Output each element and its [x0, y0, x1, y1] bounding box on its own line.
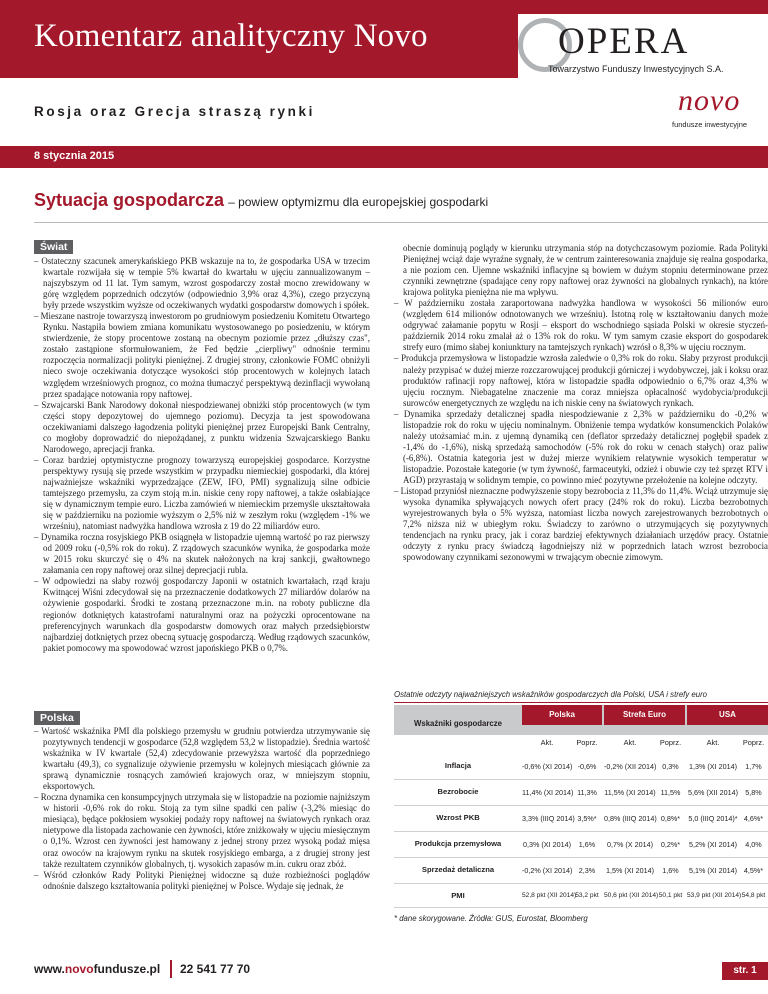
section-title [34, 190, 488, 211]
table-cell: 0,8%* [660, 814, 681, 823]
table-cell: 4,0% [745, 840, 762, 849]
swiat-item: – Coraz bardziej optymistyczne prognozy towarzyszą europejskiej gospodarce. Korzystne perspektywy rysują się przede wszystkim w przypadku niemieckiej gospodarki, dla której najważniejsze wskaźniki wyprzedzające (ZEW, IFO, PMI) sygnalizują silne odbicie tamtejszego przemysłu, za czym stoją m.in. niskie ceny ropy naftowej, a także osłabiające się w dynamicznym tempie euro. Liczba zamówień w niemieckim przemyśle ukształtowała się w październiku na poziomie wyższym o 2,5% niż w zeszłym roku (względem -1% we wrześniu), natomiast nadwyżka handlowa wzrosła z 19 do 22 miliardów euro. [34, 454, 370, 532]
right-item: – W październiku została zaraportowana nadwyżka handlowa w wysokości 56 milionów euro (względem 614 milionów odnotowanych we wrześniu). Istotną rolę w kształtowaniu danych może odgrywać załamanie popytu w Rosji – eksport do wschodniego sąsiada Polski w okresie styczeń-październik 2014 roku zmalał aż o 13% rok do roku. W tym samym czasie eksport do gospodarek strefy euro (mimo słabej koniunktury na tamtejszych rynkach) wzrósł o 8,3% w ujęciu rocznym. [394, 298, 768, 353]
swiat-item: – Dynamika roczna rosyjskiego PKB osiągnęła w listopadzie ujemną wartość po raz pierwszy od 2009 roku (-0,5% rok do roku). Z rządowych szacunków wynika, że gospodarka może w 2015 roku skurczyć się o 4% na skutek nałożonych na kraj sankcji, gwałtownego załamania cen ropy naftowej oraz silnej deprecjacji rubla. [34, 532, 370, 576]
table-title: Ostatnie odczyty najważniejszych wskaźników gospodarczych dla Polski, USA i strefy euro [394, 690, 708, 699]
tag-swiat: Świat [34, 240, 73, 254]
table-cell: 53,2 pkt [575, 892, 599, 899]
table-cell: 5,2% (XI 2014) [689, 840, 737, 849]
section-title-sub: – powiew optymizmu dla europejskiej gospodarki [228, 195, 489, 209]
table-region-euro: Strefa Euro [604, 705, 685, 725]
table-cell: 1,6% [578, 840, 596, 849]
right-continuation: obecnie dominują poglądy w kierunku utrzymania stóp na dotychczasowym poziomie. Rada Polityki Pieniężnej wciąż daje wyraźne sygnały, że w centrum zainteresowania znajduje się realna gospodarka, a nie poziom cen. Ujemne wskaźniki inflacyjne są bowiem w dużym stopniu determinowane przez czynniki zewnętrzne (spadające ceny ropy naftowej oraz żywności na globalnych rynkach), na które krajowa polityka pieniężna nie ma wpływu. [403, 243, 768, 298]
table-cell: 2,3% [578, 866, 596, 875]
table-cell: 0,7% (X 2014) [607, 840, 653, 849]
table-subheader: Poprz. [742, 738, 765, 747]
table-cell: -0,2% (XII 2014) [604, 762, 657, 771]
table-cell: 11,4% (XI 2014) [522, 788, 574, 797]
table-cell: -0,2% (XI 2014) [522, 866, 573, 875]
table-row-label: Inflacja [444, 761, 472, 770]
swiat-item: – W odpowiedzi na słaby rozwój gospodarczy Japonii w ostatnich kwartałach, rząd kraju Kwitnącej Wiśni zdecydował się na przeznaczenie dodatkowych 27 miliardów dolarów na ożywienie gospodarki. Środki te zostaną przeznaczone m.in. na roboty publiczne dla regionów dotkniętych katastrofami naturalnymi oraz na pożyczki oprocentowane na preferencyjnych warunkach dla gospodarstw domowych oraz małych przedsiębiorstw najbardziej dotkniętych przez obecną sytuację gospodarczą. Według rządowych szacunków, pakiet pomocowy ma spowodować wzrost japońskiego PKB o 0,7%. [34, 576, 370, 653]
table-cell: 54,8 pkt [741, 892, 766, 899]
section-title-main: Sytuacja gospodarcza [34, 190, 225, 210]
table-row-divider [394, 907, 768, 908]
novo-logo-word: novo [678, 84, 741, 117]
swiat-item: – Mieszane nastroje towarzyszą inwestorom po grudniowym posiedzeniu Komitetu Otwartego Rynku. Nastąpiła bowiem zmiana komunikatu wystosowanego po posiedzeniu, w którym stwierdzenie, że stopy procentowe zostaną na obecnym poziomie przez „dłuższy czas", zostało zastąpione sformułowaniem, że Fed będzie „cierpliwy" odnośnie terminu rozpoczęcia normalizacji polityki pieniężnej. Z drugiej strony, członkowie FOMC obniżyli nieco swoje oczekiwania dotyczące wysokości stóp procentowych w kolejnych latach względem wrześniowych prognoz, co można tłumaczyć perspektywą dezinflacji wywołaną przez spadające notowania ropy naftowej. [34, 311, 370, 399]
right-item: – Listopad przyniósł nieznaczne podwyższenie stopy bezrobocia z 11,3% do 11,4%. Wciąż utrzymuje się wysoka dynamika spływających nowych ofert pracy (24% rok do roku). Liczba bezrobotnych wyrejestrowanych była o 5% wyższa, natomiast liczba nowych zarejestrowanych bezrobotnych o 7,2% niższa niż w ubiegłym roku. Świadczy to zarówno o utrzymujących się pozytywnych tendencjach na rynku pracy, jak i coraz bardziej efektywnych działaniach urzędów pracy. Ostatnie odczyty z rynku pracy świadczą łagodniejszy niż w poprzednich latach wzrost bezrobocia spowodowany czynnikami sezonowymi w trwającym obecnie zimowym. [394, 486, 768, 563]
swiat-column [34, 256, 370, 654]
table-cell: 11,5% [660, 788, 681, 797]
table-region-polska: Polska [522, 705, 602, 725]
report-title-main: Komentarz analityczny [34, 18, 346, 54]
table-cell: 50,6 pkt (XII 2014) [604, 892, 659, 899]
date-band [0, 146, 768, 168]
table-cell: 0,3% (XI 2014) [523, 840, 571, 849]
table-cell: 1,7% [745, 762, 762, 771]
table-row-divider [394, 883, 768, 884]
table-cell: 4,6%* [743, 814, 764, 823]
footer-website[interactable] [34, 962, 160, 976]
polska-item: – Roczna dynamika cen konsumpcyjnych utrzymała się w listopadzie na poziomie najniższym w historii -0,6% rok do roku. Stoją za tym silne spadki cen paliw (-3,2% miesiąc do miesiąca), będące pokłosiem wysokiej podaży ropy naftowej na światowych rynkach oraz nietypowe dla listopada zachowanie cen żywności, które zniżkowały w ujęciu miesięcznym o 0,1%. Wzrost cen żywności jest hamowany z jednej strony przez wysoką podaż mięsa oraz owoców na krajowym rynku na skutek rosyjskiego embarga, a z drugiej strony jest także rezultatem czynników globalnych, tj. wysokich zapasów m.in. cukru oraz zbóż. [34, 792, 370, 869]
table-cell: 1,3% (XI 2014) [689, 762, 737, 771]
table-cell: 5,6% (XII 2014) [688, 788, 738, 797]
footer-web-prefix: www. [34, 962, 65, 976]
table-cell: 3,5%* [577, 814, 597, 823]
table-cell: 3,3% (IIIQ 2014) [522, 814, 575, 823]
right-item: – Dynamika sprzedaży detalicznej spadła niespodziewanie z 2,3% w październiku do -0,2% w listopadzie rok do roku w ujęciu nominalnym. Obniżenie tempa wydatków konsumenckich Polaków należy utożsamiać m.in. z ujemną dynamiką cen (deflator sprzedaży detalicznej pogłębił spadek z -1,4% do -1,6%), niską sprzedażą samochodów (-5% rok do roku w cenach stałych) oraz paliw (-6,8%). Ostatnia kategoria jest w dużej mierze wynikiem relatywnie wysokich temperatur w listopadzie. Pozostałe kategorie (w tym żywność, farmaceutyki, odzież i obuwie czy też sprzęt RTV i AGD) przyrastają w solidnym tempie, co powinno mieć pozytywne przełożenie na kolejne odczyty. [394, 408, 768, 485]
polska-item: – Wśród członków Rady Polityki Pieniężnej widoczne są duże rozbieżności poglądów odnośnie dalszego kształtowania polityki pieniężnej w Polsce. Wydaje się jednak, że [34, 869, 370, 891]
table-cell: 1,6% [662, 866, 679, 875]
table-row-divider [394, 857, 768, 858]
table-cell: 5,1% (XI 2014) [689, 866, 737, 875]
table-row-divider [394, 831, 768, 832]
opera-logo-subtitle: Towarzystwo Funduszy Inwestycyjnych S.A. [548, 64, 724, 74]
tag-polska: Polska [34, 711, 80, 725]
footer-phone: 22 541 77 70 [180, 962, 251, 976]
table-cell: 1,5% (XI 2014) [606, 866, 654, 875]
page-number: str. 1 [722, 962, 768, 980]
report-subtitle: Rosja oraz Grecja straszą rynki [34, 104, 315, 119]
polska-column [34, 726, 370, 892]
table-row-label: Produkcja przemysłowa [414, 839, 502, 848]
opera-logo [518, 14, 768, 78]
table-subheader: Akt. [706, 738, 720, 747]
table-cell: 0,8% (IIIQ 2014) [604, 814, 657, 823]
table-cell: -0,6% [577, 762, 597, 771]
table-row-divider [394, 805, 768, 806]
table-cell: 0,3% [662, 762, 679, 771]
table-row-label: Bezrobocie [437, 787, 479, 796]
report-title [34, 18, 428, 55]
table-row-label: PMI [451, 891, 465, 900]
table-subheader: Poprz. [576, 738, 598, 747]
table-label-header: Wskaźniki gospodarcze [414, 719, 502, 728]
table-cell: 5,0 (IIIQ 2014)* [688, 814, 738, 823]
polska-item: – Wartość wskaźnika PMI dla polskiego przemysłu w grudniu potwierdza utrzymywanie się pozytywnych tendencji w gospodarce (52,8 względem 53,2 w listopadzie). Średnia wartość wskaźnika w IV kwartale (52,4) zdecydowanie przewyższa wartość dla poprzedniego kwartału (49,3), co sygnalizuje ożywienie przemysłu w kolejnych miesiącach głównie za sprawą dynamicznie rosnących zamówień krajowych oraz, w mniejszym stopniu, eksportowych. [34, 726, 370, 792]
section-divider [34, 222, 768, 223]
table-subheader: Akt. [623, 738, 637, 747]
table-cell: 11,5% (XI 2014) [604, 788, 656, 797]
footer-web-suffix: fundusze.pl [93, 962, 161, 976]
right-column [394, 243, 768, 563]
table-cell: 11,3% [577, 788, 597, 797]
table-cell: 0,2%* [660, 840, 681, 849]
table-region-usa: USA [687, 705, 768, 725]
table-title-divider [394, 702, 768, 703]
table-row-label: Sprzedaż detaliczna [421, 865, 495, 874]
footer-web-accent: novo [64, 962, 94, 976]
novo-logo-subtitle: fundusze inwestycyjne [672, 120, 748, 129]
report-title-accent: Novo [353, 18, 428, 54]
table-row-divider [394, 779, 768, 780]
table-subheader: Akt. [540, 738, 554, 747]
table-cell: -0,6% (XI 2014) [522, 762, 573, 771]
table-cell: 50,1 pkt [658, 892, 683, 899]
swiat-item: – Szwajcarski Bank Narodowy dokonał niespodziewanej obniżki stóp procentowych (w tym części stopy depozytowej do ujemnego poziomu). Decyzja ta jest spowodowana oczekiwaniami dalszego łagodzenia polityki pieniężnej przez Europejski Bank Centralny, co mogłoby doprowadzić do niepożądanej, z punktu widzenia Szwajcarskiego Banku Narodowego, aprecjacji franka. [34, 399, 370, 454]
table-cell: 4,5%* [743, 866, 764, 875]
table-note: * dane skorygowane. Źródła: GUS, Eurostat, Bloomberg [394, 914, 588, 923]
table-subheader: Poprz. [659, 738, 682, 747]
report-date: 8 stycznia 2015 [34, 150, 115, 162]
footer-separator [170, 960, 172, 978]
opera-logo-word: OPERA [558, 21, 690, 62]
table-cell: 52,8 pkt (XII 2014) [522, 892, 577, 899]
table-row-label: Wzrost PKB [436, 813, 480, 822]
table-cell: 5,8% [745, 788, 762, 797]
table-cell: 53,9 pkt (XII 2014) [687, 892, 742, 899]
right-item: – Produkcja przemysłowa w listopadzie wzrosła zaledwie o 0,3% rok do roku. Słaby przyrost produkcji należy przypisać w dużej mierze rozczarowującej produkcji górniczej i wydobywczej, jak i koksu oraz produktów rafinacji ropy naftowej, która w listopadzie spadła odpowiednio o 6,7% oraz 4,3% w ujęciu rocznym. Niebagatelne znaczenie ma coraz mniejsza opłacalność wydobycia/produkcji surowców energetycznych ze względu na ich niskie ceny na światowych rynkach. [394, 353, 768, 408]
swiat-item: – Ostateczny szacunek amerykańskiego PKB wskazuje na to, że gospodarka USA w trzecim kwartale rozwijała się w tempie 5% kwartał do kwartału w ujęciu zannualizowanym – najszybszym od 11 lat. Tym samym, wzrost gospodarczy został mocno zrewidowany w górę względem poprzednich odczytów (odpowiednio 3,9% oraz 4,3%), czego przyczyną były przede wszystkim wyższe od oczekiwanych wydatki gospodarstw domowych i spółek. [34, 256, 370, 311]
